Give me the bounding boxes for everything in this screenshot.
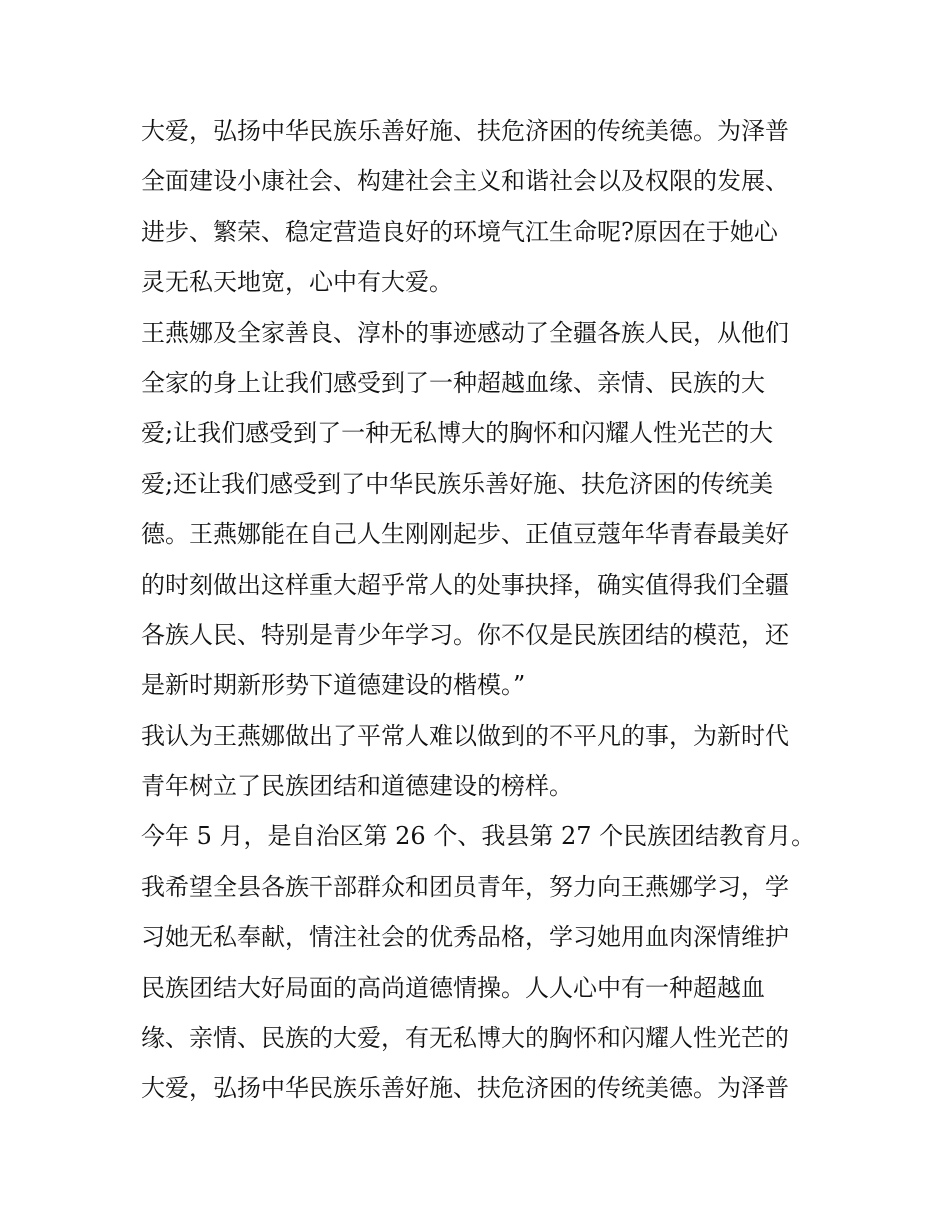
text-line: 今年 5 月，是自治区第 26 个、我县第 27 个民族团结教育月。 bbox=[141, 822, 816, 851]
text-line: 我认为王燕娜做出了平常人难以做到的不平凡的事，为新时代 bbox=[141, 721, 789, 750]
paragraph-3 bbox=[141, 711, 821, 812]
text-line: 王燕娜及全家善良、淳朴的事迹感动了全疆各族人民，从他们 bbox=[141, 318, 789, 347]
text-line: 爱;让我们感受到了一种无私博大的胸怀和闪耀人性光芒的大 bbox=[141, 419, 774, 448]
text-line: 灵无私天地宽，心中有大爱。 bbox=[141, 268, 453, 297]
text-line: 习她无私奉献，情注社会的优秀品格，学习她用血肉深情维护 bbox=[141, 923, 789, 952]
text-line: 是新时期新形势下道德建设的楷模。” bbox=[141, 671, 526, 700]
text-line: 青年树立了民族团结和道德建设的榜样。 bbox=[141, 772, 573, 801]
text-line: 大爱，弘扬中华民族乐善好施、扶危济困的传统美德。为泽普 bbox=[141, 1074, 789, 1103]
paragraph-2 bbox=[141, 308, 821, 711]
text-line: 缘、亲情、民族的大爱，有无私博大的胸怀和闪耀人性光芒的 bbox=[141, 1024, 789, 1053]
paragraph-1 bbox=[141, 106, 821, 308]
text-line: 的时刻做出这样重大超乎常人的处事抉择，确实值得我们全疆 bbox=[141, 570, 789, 599]
text-line: 全家的身上让我们感受到了一种超越血缘、亲情、民族的大 bbox=[141, 368, 765, 397]
text-line: 进步、繁荣、稳定营造良好的环境气江生命呢?原因在于她心 bbox=[141, 217, 778, 246]
text-line: 民族团结大好局面的高尚道德情操。人人心中有一种超越血 bbox=[141, 973, 765, 1002]
text-line: 各族人民、特别是青少年学习。你不仅是民族团结的模范，还 bbox=[141, 620, 789, 649]
paragraph-4 bbox=[141, 811, 821, 1113]
text-line: 爱;还让我们感受到了中华民族乐善好施、扶危济困的传统美 bbox=[141, 469, 774, 498]
text-line: 德。王燕娜能在自己人生刚刚起步、正值豆蔻年华青春最美好 bbox=[141, 520, 789, 549]
text-line: 全面建设小康社会、构建社会主义和谐社会以及权限的发展、 bbox=[141, 167, 789, 196]
text-line: 大爱，弘扬中华民族乐善好施、扶危济困的传统美德。为泽普 bbox=[141, 117, 789, 145]
document-body bbox=[141, 106, 821, 1114]
text-line: 我希望全县各族干部群众和团员青年，努力向王燕娜学习，学 bbox=[141, 872, 789, 901]
